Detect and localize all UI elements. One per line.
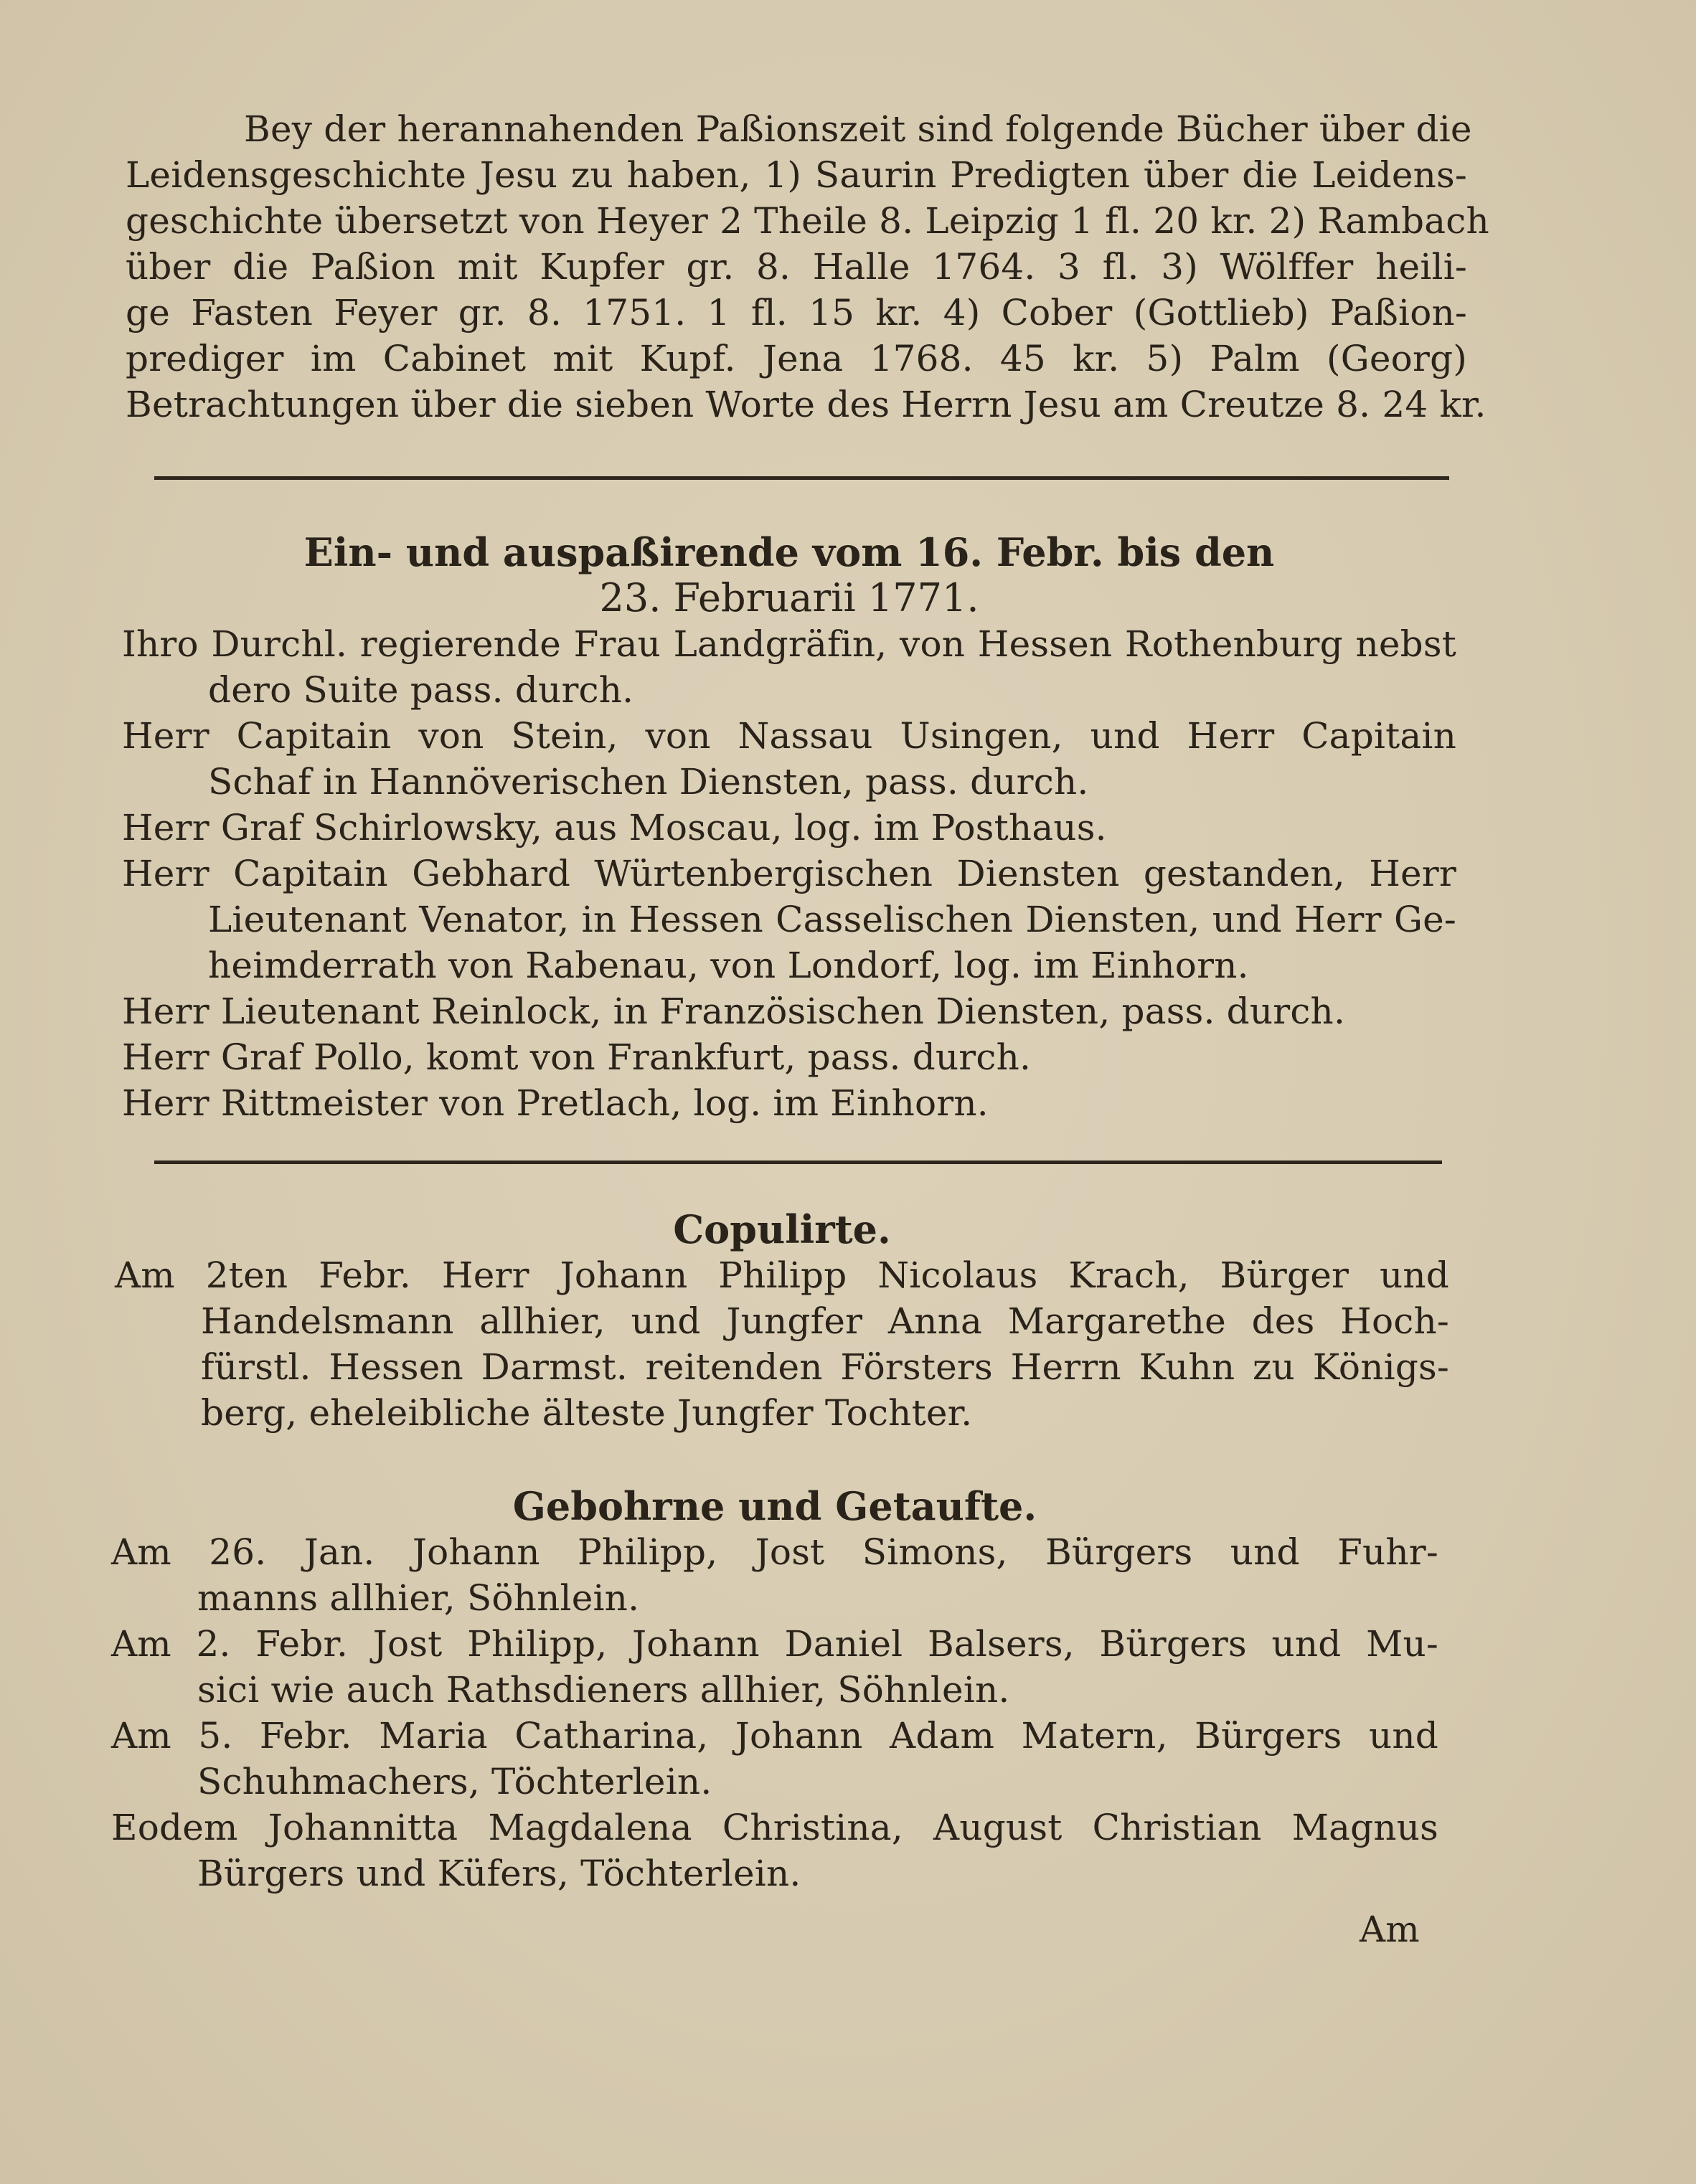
travellers-section [122, 529, 1456, 1126]
list-item: Am 2. Febr. Jost Philipp, Johann Daniel Balsers, Bürgers und Mu- sici wie auch Rathsdieners allhier, Söhnlein. [111, 1623, 1438, 1711]
list-item: Eodem Johannitta Magdalena Christina, August Christian Magnus Bürgers und Küfers, Töchterlein. [111, 1807, 1438, 1894]
list-item: Herr Rittmeister von Pretlach, log. im Einhorn. [122, 1082, 989, 1124]
section-divider [154, 1160, 1442, 1164]
section-heading: Ein- und auspaßirende vom 16. Febr. bis den [303, 529, 1275, 575]
intro-line: Bey der herannahenden Paßionszeit sind folgende Bücher über die [244, 108, 1472, 150]
catchword: Am [1360, 1909, 1420, 1950]
list-item: Am 5. Febr. Maria Catharina, Johann Adam Matern, Bürgers und Schuhmachers, Töchterlein. [111, 1715, 1438, 1802]
list-item: Ihro Durchl. regierende Frau Landgräfin, von Hessen Rothenburg nebst dero Suite pass. durch. [122, 623, 1456, 711]
section-heading: Gebohrne und Getaufte. [512, 1483, 1037, 1529]
list-item: Herr Capitain Gebhard Würtenbergischen Diensten gestanden, Herr Lieutenant Venator, in Hessen Casselischen Diensten, und Herr Ge- heimderrath von Rabenau, von Londorf, log. im Einhorn. [122, 853, 1456, 986]
list-item: Herr Lieutenant Reinlock, in Französischen Diensten, pass. durch. [122, 991, 1346, 1032]
baptised-section [111, 1483, 1438, 1896]
intro-paragraph [126, 106, 1489, 427]
intro-line: geschichte übersetzt von Heyer 2 Theile 8. Leipzig 1 fl. 20 kr. 2) Rambach [126, 200, 1489, 242]
intro-line: ge Fasten Feyer gr. 8. 1751. 1 fl. 15 kr. 4) Cober (Gottlieb) Paßion- [126, 292, 1467, 334]
married-section [115, 1206, 1449, 1436]
intro-line: prediger im Cabinet mit Kupf. Jena 1768. 45 kr. 5) Palm (Georg) [126, 338, 1467, 379]
intro-line: Betrachtungen über die sieben Worte des Herrn Jesu am Creutze 8. 24 kr. [126, 384, 1487, 425]
list-item: Am 26. Jan. Johann Philipp, Jost Simons, Bürgers und Fuhr- manns allhier, Söhnlein. [111, 1531, 1438, 1619]
section-heading-date: 23. Februarii 1771. [599, 575, 979, 620]
section-heading: Copulirte. [673, 1206, 891, 1252]
list-item: Am 2ten Febr. Herr Johann Philipp Nicolaus Krach, Bürger und Handelsmann allhier, und Jungfer Anna Margarethe des Hoch- fürstl. Hessen Darmst. reitenden Försters Herrn Kuhn zu Königs- berg, eheleibliche älteste Jungfer Tochter. [115, 1254, 1449, 1434]
intro-line: Leidensgeschichte Jesu zu haben, 1) Saurin Predigten über die Leidens- [126, 154, 1467, 196]
section-divider [154, 476, 1449, 480]
list-item: Herr Capitain von Stein, von Nassau Usingen, und Herr Capitain Schaf in Hannöverischen Diensten, pass. durch. [122, 715, 1456, 803]
intro-line: über die Paßion mit Kupfer gr. 8. Halle 1764. 3 fl. 3) Wölffer heili- [126, 246, 1467, 288]
list-item: Herr Graf Pollo, komt von Frankfurt, pass. durch. [122, 1036, 1032, 1078]
list-item: Herr Graf Schirlowsky, aus Moscau, log. im Posthaus. [122, 807, 1107, 848]
